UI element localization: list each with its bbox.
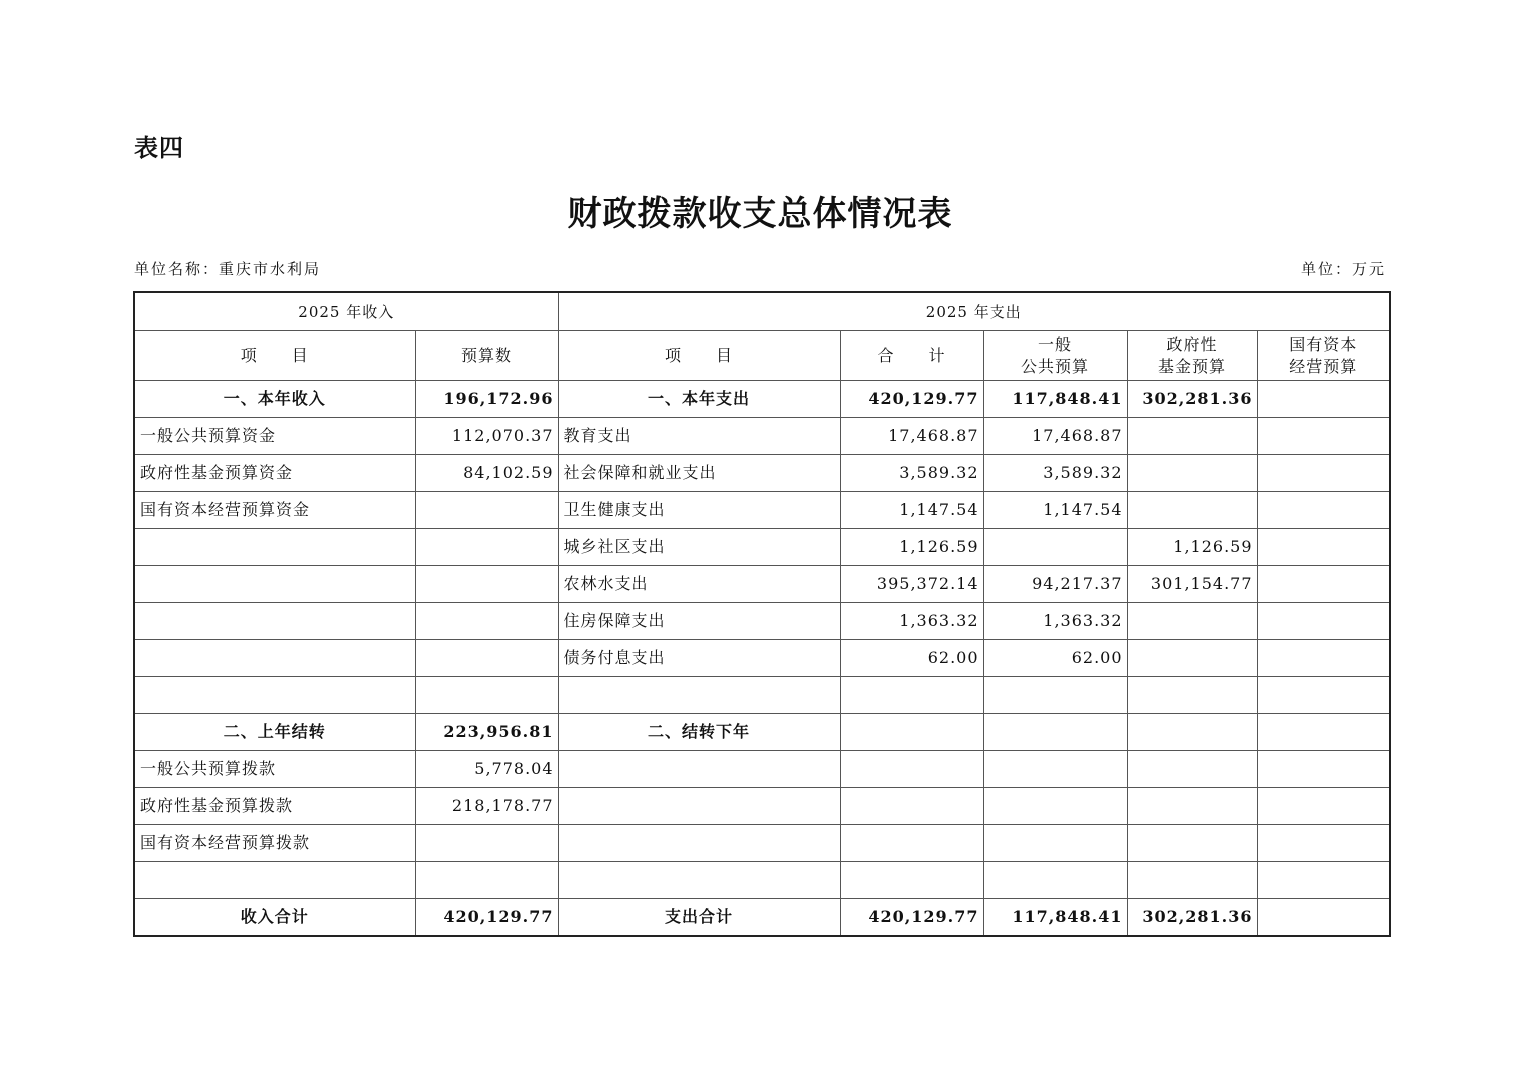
- total-cell: 1,147.54: [840, 492, 983, 529]
- fund-budget-cell: [1127, 862, 1257, 899]
- fund-budget-cell: 302,281.36: [1127, 381, 1257, 418]
- col-income-amount: 预算数: [415, 331, 558, 381]
- col-expense-item: 项 目: [558, 331, 840, 381]
- general-budget-cell: 1,147.54: [983, 492, 1127, 529]
- general-budget-cell: [983, 529, 1127, 566]
- income-amount-cell: [415, 640, 558, 677]
- general-budget-cell: 3,589.32: [983, 455, 1127, 492]
- fund-budget-cell: [1127, 825, 1257, 862]
- income-item-cell: 二、上年结转: [134, 714, 415, 751]
- income-item-cell: [134, 566, 415, 603]
- expense-item-cell: 城乡社区支出: [558, 529, 840, 566]
- table-row: [134, 862, 1390, 899]
- income-item-cell: 一、本年收入: [134, 381, 415, 418]
- expense-item-cell: 农林水支出: [558, 566, 840, 603]
- col-fund-budget: 政府性 基金预算: [1127, 331, 1257, 381]
- table-row: [134, 751, 1390, 788]
- income-item-cell: [134, 603, 415, 640]
- state-capital-cell: [1257, 714, 1390, 751]
- table-row: [134, 455, 1390, 492]
- fund-budget-cell: [1127, 603, 1257, 640]
- state-capital-cell: [1257, 751, 1390, 788]
- income-amount-cell: [415, 566, 558, 603]
- income-amount-cell: [415, 862, 558, 899]
- total-cell: [840, 751, 983, 788]
- fund-budget-cell: [1127, 492, 1257, 529]
- fund-budget-cell: 302,281.36: [1127, 899, 1257, 937]
- table-row: [134, 899, 1390, 937]
- income-amount-cell: 5,778.04: [415, 751, 558, 788]
- income-amount-cell: [415, 529, 558, 566]
- income-amount-cell: [415, 492, 558, 529]
- general-budget-cell: 117,848.41: [983, 381, 1127, 418]
- general-budget-cell: [983, 714, 1127, 751]
- expense-item-cell: 债务付息支出: [558, 640, 840, 677]
- income-amount-cell: [415, 603, 558, 640]
- total-cell: 1,126.59: [840, 529, 983, 566]
- total-cell: [840, 714, 983, 751]
- expense-item-cell: [558, 788, 840, 825]
- column-header-row: [134, 331, 1390, 381]
- table-row: [134, 825, 1390, 862]
- col-income-item: 项 目: [134, 331, 415, 381]
- income-year-header: 2025 年收入: [134, 292, 558, 331]
- state-capital-cell: [1257, 640, 1390, 677]
- expense-item-cell: 教育支出: [558, 418, 840, 455]
- table-row: [134, 529, 1390, 566]
- table-row: [134, 603, 1390, 640]
- income-amount-cell: 420,129.77: [415, 899, 558, 937]
- general-budget-cell: [983, 825, 1127, 862]
- total-cell: 420,129.77: [840, 381, 983, 418]
- total-cell: [840, 862, 983, 899]
- state-capital-cell: [1257, 677, 1390, 714]
- fund-budget-cell: [1127, 677, 1257, 714]
- fund-budget-cell: 1,126.59: [1127, 529, 1257, 566]
- expense-item-cell: 支出合计: [558, 899, 840, 937]
- budget-table: [133, 291, 1391, 937]
- expense-item-cell: [558, 751, 840, 788]
- state-capital-cell: [1257, 899, 1390, 937]
- income-item-cell: 国有资本经营预算资金: [134, 492, 415, 529]
- state-capital-cell: [1257, 862, 1390, 899]
- income-item-cell: 政府性基金预算拨款: [134, 788, 415, 825]
- table-row: [134, 492, 1390, 529]
- expense-item-cell: 社会保障和就业支出: [558, 455, 840, 492]
- state-capital-cell: [1257, 788, 1390, 825]
- fund-budget-cell: [1127, 751, 1257, 788]
- unit-label: 单位：万元: [1300, 260, 1386, 278]
- total-cell: 62.00: [840, 640, 983, 677]
- income-amount-cell: 218,178.77: [415, 788, 558, 825]
- general-budget-cell: 17,468.87: [983, 418, 1127, 455]
- general-budget-cell: [983, 677, 1127, 714]
- expense-item-cell: 住房保障支出: [558, 603, 840, 640]
- table-label: 表四: [134, 134, 184, 162]
- col-general-budget: 一般 公共预算: [983, 331, 1127, 381]
- total-cell: 420,129.77: [840, 899, 983, 937]
- expense-item-cell: [558, 825, 840, 862]
- unit-name: 单位名称：重庆市水利局: [134, 260, 322, 278]
- year-header-row: [134, 292, 1390, 331]
- income-amount-cell: [415, 825, 558, 862]
- income-amount-cell: 84,102.59: [415, 455, 558, 492]
- general-budget-cell: [983, 788, 1127, 825]
- income-item-cell: 政府性基金预算资金: [134, 455, 415, 492]
- total-cell: [840, 825, 983, 862]
- income-amount-cell: 112,070.37: [415, 418, 558, 455]
- general-budget-cell: 62.00: [983, 640, 1127, 677]
- general-budget-cell: 117,848.41: [983, 899, 1127, 937]
- total-cell: 3,589.32: [840, 455, 983, 492]
- table-row: [134, 788, 1390, 825]
- total-cell: [840, 788, 983, 825]
- table-row: [134, 714, 1390, 751]
- total-cell: 1,363.32: [840, 603, 983, 640]
- general-budget-cell: [983, 862, 1127, 899]
- expense-item-cell: 一、本年支出: [558, 381, 840, 418]
- col-state-capital-budget: 国有资本 经营预算: [1257, 331, 1390, 381]
- income-item-cell: [134, 529, 415, 566]
- total-cell: 17,468.87: [840, 418, 983, 455]
- income-item-cell: [134, 677, 415, 714]
- income-amount-cell: [415, 677, 558, 714]
- income-amount-cell: 223,956.81: [415, 714, 558, 751]
- state-capital-cell: [1257, 529, 1390, 566]
- total-cell: [840, 677, 983, 714]
- table-row: [134, 418, 1390, 455]
- income-item-cell: 收入合计: [134, 899, 415, 937]
- income-item-cell: 国有资本经营预算拨款: [134, 825, 415, 862]
- document-title: 财政拨款收支总体情况表: [567, 194, 953, 234]
- table-row: [134, 381, 1390, 418]
- expense-item-cell: [558, 677, 840, 714]
- table-row: [134, 640, 1390, 677]
- table-row: [134, 566, 1390, 603]
- income-item-cell: 一般公共预算拨款: [134, 751, 415, 788]
- state-capital-cell: [1257, 492, 1390, 529]
- fund-budget-cell: [1127, 714, 1257, 751]
- general-budget-cell: 94,217.37: [983, 566, 1127, 603]
- state-capital-cell: [1257, 381, 1390, 418]
- fund-budget-cell: [1127, 788, 1257, 825]
- fund-budget-cell: [1127, 455, 1257, 492]
- income-item-cell: [134, 862, 415, 899]
- state-capital-cell: [1257, 603, 1390, 640]
- col-total: 合 计: [840, 331, 983, 381]
- expense-item-cell: [558, 862, 840, 899]
- general-budget-cell: 1,363.32: [983, 603, 1127, 640]
- income-item-cell: 一般公共预算资金: [134, 418, 415, 455]
- total-cell: 395,372.14: [840, 566, 983, 603]
- state-capital-cell: [1257, 566, 1390, 603]
- general-budget-cell: [983, 751, 1127, 788]
- expense-item-cell: 二、结转下年: [558, 714, 840, 751]
- state-capital-cell: [1257, 825, 1390, 862]
- fund-budget-cell: 301,154.77: [1127, 566, 1257, 603]
- state-capital-cell: [1257, 455, 1390, 492]
- fund-budget-cell: [1127, 640, 1257, 677]
- income-amount-cell: 196,172.96: [415, 381, 558, 418]
- state-capital-cell: [1257, 418, 1390, 455]
- expense-item-cell: 卫生健康支出: [558, 492, 840, 529]
- fund-budget-cell: [1127, 418, 1257, 455]
- table-row: [134, 677, 1390, 714]
- income-item-cell: [134, 640, 415, 677]
- expense-year-header: 2025 年支出: [558, 292, 1390, 331]
